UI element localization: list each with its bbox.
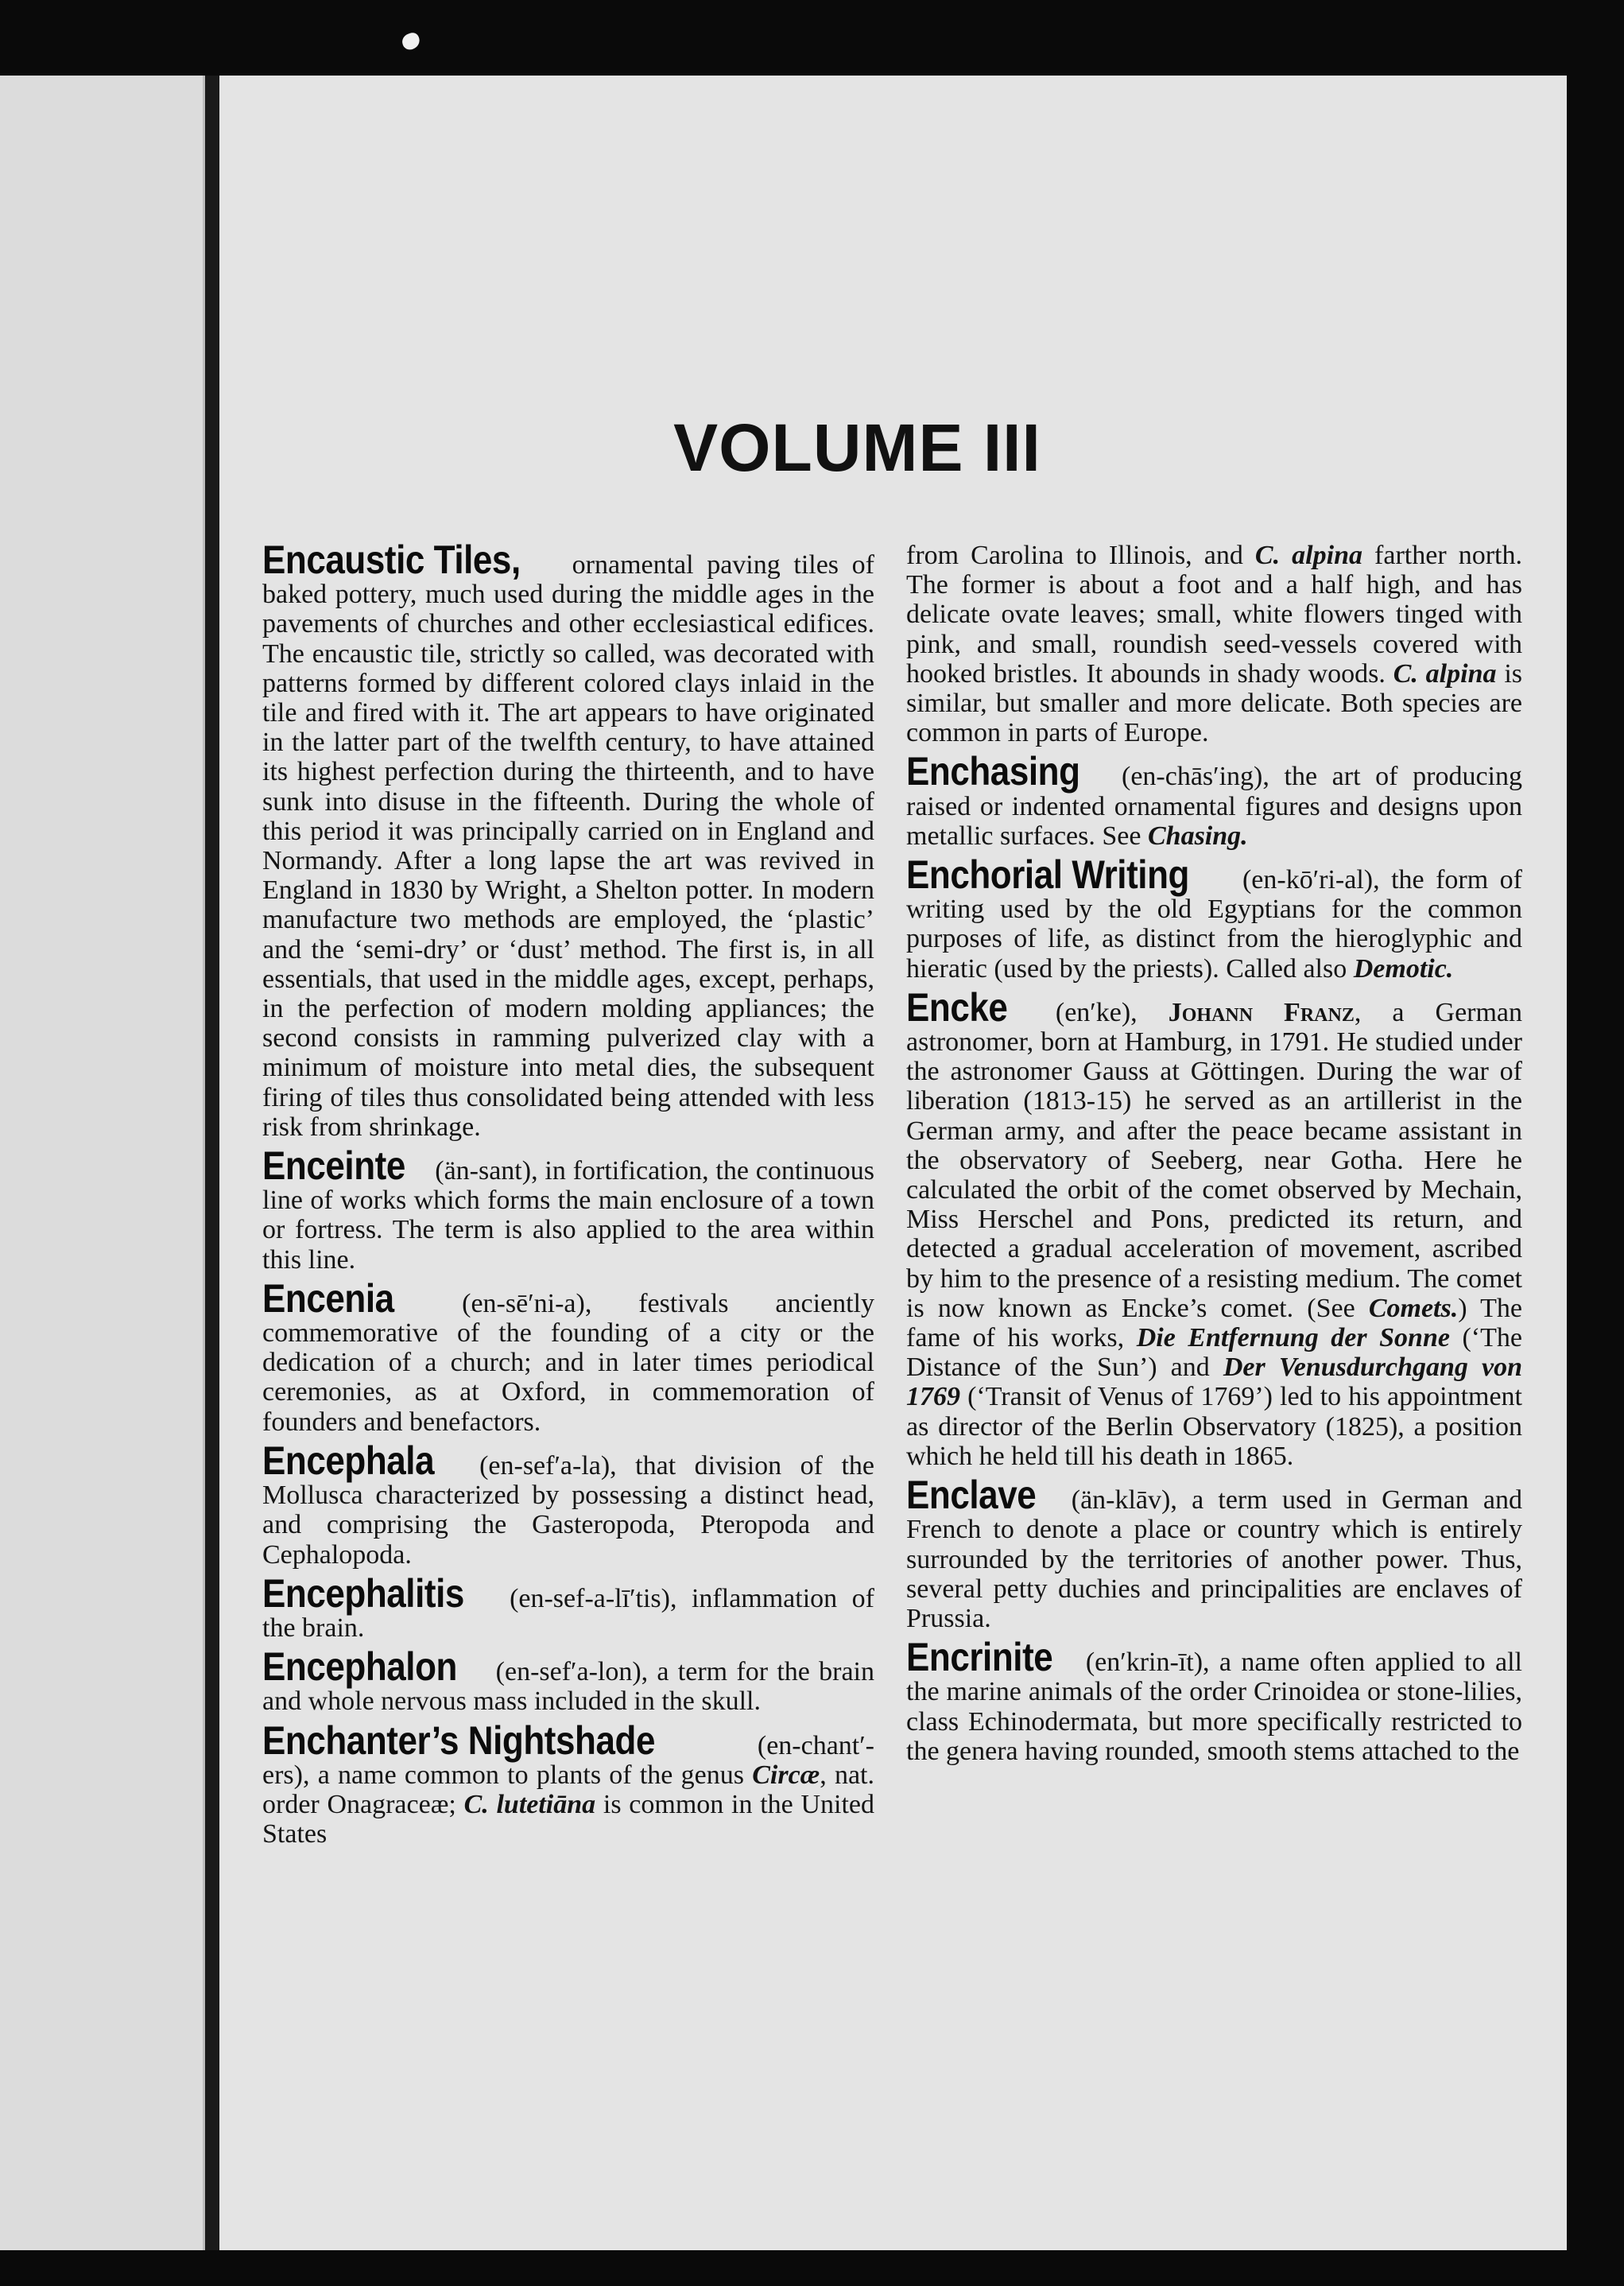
entry-encephala [262,1438,874,1570]
entry-text: from Carolina to Illinois, and [906,541,1255,570]
entry-text: (en′ke), [1055,997,1169,1027]
entry-continuation [906,541,1522,747]
entry-italic: Circæ [752,1760,820,1790]
entry-text: (en-chās′ing), the art of producing raised or indented ornamental figures and designs upon metallic surfaces. See [906,762,1523,851]
volume-title: VOLUME III [673,410,1041,485]
entry-enchanters-nightshade [262,1717,874,1849]
entry-headword: Encephalitis [262,1570,464,1616]
entry-italic: C. alpina [1254,541,1362,570]
entry-enclave [906,1473,1522,1633]
entry-text: (en-sef′a-lon), a term for the brain and whole nervous mass included in the skull. [262,1657,874,1717]
entry-enceinte [262,1143,875,1275]
entry-text: , nat. order Onagraceæ; [262,1760,874,1819]
entry-headword: Encke [906,984,1008,1030]
entry-encke [906,984,1523,1471]
entry-headword: Encephala [262,1438,435,1483]
entry-italic: Comets. [1368,1293,1459,1323]
entry-italic: C. lutetiāna [463,1789,596,1819]
entry-text: (en-kō′ri-al), the form of writing used by the old Egyptians for the common purposes of life, as distinct from the hieroglyphic and hieratic (used by the priests). Called also [906,865,1522,984]
entry-text: (en′krin-īt), a name often applied to all the marine animals of the order Crinoidea or stone-lilies, class Echinodermata, but more specifically restricted to the genera having rounded, smooth stems attached to the [906,1648,1522,1766]
entry-headword: Encrinite [906,1635,1053,1680]
facing-page-edge [0,76,205,2250]
entry-text: (‘Transit of Venus of 1769’) led to his appointment as director of the Berlin Observatory (1825), a position which he held till his death in 1865. [906,1382,1522,1471]
entry-text: ornamental paving tiles of baked pottery, much used during the middle ages in the pavements of churches and other ecclesiastical edifices. The encaustic tile, strictly so called, was decorated with patterns formed by different colored clays inlaid in the tile and fired with it. The art appears to have originated in the latter part of the twelfth century, to have attained its highest perfection during the thirteenth, and to have sunk into disuse in the fifteenth. During the whole of this period it was principally carried on in England and Normandy. After a long lapse the art was revived in England in 1830 by Wright, a Shelton potter. In modern manufacture two methods are employed, the ‘plastic’ and the ‘semi-dry’ or ‘dust’ method. The first is, in all essentials, that used in the middle ages, except, perhaps, in the perfection of modern molding appliances; the second consists in ramming pulverized clay with a minimum of moisture into metal dies, the subsequent firing of tiles thus consolidated being attended with less risk from shrinkage. [262,550,874,1142]
ink-blot [400,31,422,52]
entry-encenia [262,1275,875,1437]
entry-headword: Enclave [906,1473,1037,1518]
entry-encephalon [262,1644,874,1717]
entry-headword: Enceinte [262,1143,405,1189]
entry-headword: Enchanter’s Nightshade [262,1717,655,1763]
entry-italic: Demotic. [1353,953,1454,984]
entry-headword: Enchasing [906,749,1080,794]
entry-text: , a German astronomer, born at Hamburg, in 1791. He studied under the astronomer Gauss at Göttingen. During the war of liberation (1813-15) he served as an artillerist in the German army, and after the peace became assistant in the observatory of Seeberg, near Gotha. Here he calculated the orbit of the comet observed by Mechain, Miss Herschel and Pons, predicted its return, and detected a gradual acceleration of movement, ascribed by him to the presence of a resisting medium. The comet is now known as Encke’s comet. (See [906,997,1523,1323]
entry-encephalitis [262,1570,874,1643]
entry-enchasing [906,749,1523,851]
entry-enchorial-writing [906,852,1522,984]
entry-text: (en-sef-a-lī′tis), inflammation of the brain. [262,1583,874,1643]
entry-encrinite [906,1635,1522,1766]
entry-smallcaps: Johann Franz [1168,997,1355,1027]
entry-headword: Encephalon [262,1644,457,1690]
entry-headword: Encenia [262,1275,394,1321]
entry-text: (en-sef′a-la), that division of the Mollusca characterized by possessing a distinct head, and comprising the Gasteropoda, Pteropoda and Cephalopoda. [262,1450,874,1570]
entry-italic: Die Entfernung der Sonne [1136,1323,1450,1353]
entry-headword: Encaustic Tiles, [262,538,521,582]
entry-headword: Enchorial Writing [906,852,1189,898]
entry-text: (en-chant′-ers), a name common to plants of the genus [262,1730,874,1790]
entry-text: ) The fame of his works, [906,1293,1522,1353]
entry-italic: C. alpina [1393,658,1497,689]
left-column [262,538,875,1853]
entry-italic: Der Venusdurchgang von 1769 [906,1353,1522,1412]
entry-encaustic-tiles [262,538,874,1142]
entry-italic: Chasing. [1147,821,1248,851]
entry-text: (en-sē′ni-a), festivals anciently commemorative of the founding of a city or the dedication of a church; and in later times periodical ceremonies, as at Oxford, in commemoration of founders and benefactors. [262,1288,875,1437]
entry-text: (än-sant), in fortification, the continuous line of works which forms the main enclosure of a town or fortress. The term is also applied to the area within this line. [262,1156,875,1275]
entry-text: (än-klāv), a term used in German and French to denote a place or country which is entirely surrounded by the territories of another power. Thus, several petty duchies and principalities are enclaves of Prussia. [906,1485,1522,1633]
entry-text: is similar, but smaller and more delicate. Both species are common in parts of Europe. [906,658,1522,748]
book-gutter [205,76,219,2250]
entry-text: is common in the United States [262,1789,874,1849]
entry-text: (‘The Distance of the Sun’) and [906,1323,1522,1383]
right-column [906,541,1522,1771]
entry-text: farther north. The former is about a foot and a half high, and has delicate ovate leaves; small, white flowers tinged with pink, and small, roundish seed-vessels covered with hooked bristles. It abounds in shady woods. [906,541,1522,689]
